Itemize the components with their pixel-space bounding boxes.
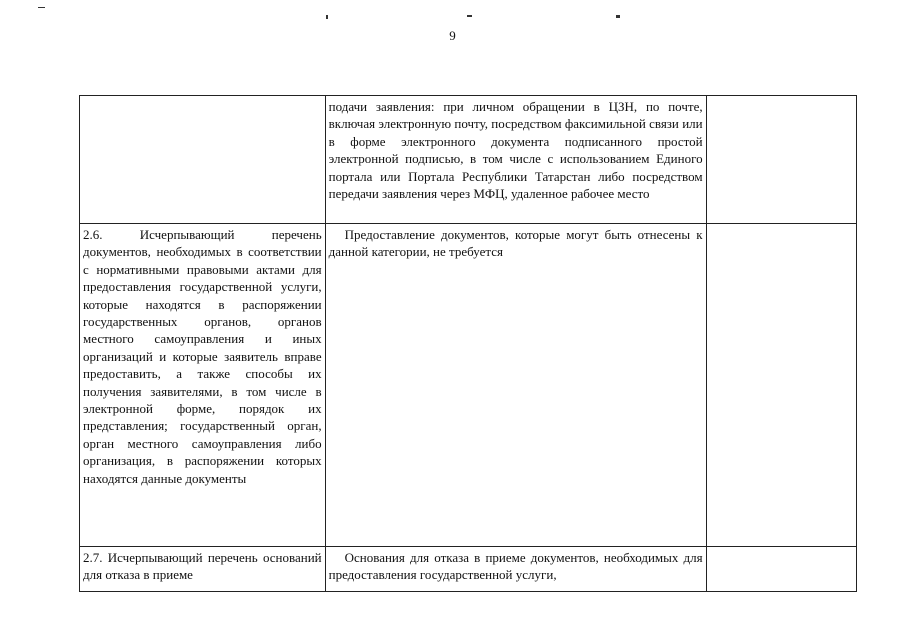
service-standard-content-cell: Основания для отказа в приеме документов, необходимых для предоставления государственной услуги, <box>325 547 706 592</box>
service-standard-content-cell: Предоставление документов, которые могут быть отнесены к данной категории, не требуется <box>325 224 706 547</box>
scan-speck <box>38 7 45 8</box>
scan-speck <box>467 15 472 17</box>
scan-speck <box>326 15 328 19</box>
service-standard-extra-cell <box>706 224 856 547</box>
service-standard-name-cell: 2.6. Исчерпывающий перечень документов, необходимых в соответствии с нормативными правовыми актами для предоставления государственной услуги, которые находятся в распоряжении государственных органов, органов местного самоуправления и иных организаций и которые заявитель вправе предоставить, а также способы их получения заявителями, в том числе в электронной форме, порядок их представления; государственный орган, орган местного самоуправления либо организация, в распоряжении которых находятся данные документы <box>80 224 326 547</box>
table-row <box>80 96 857 224</box>
service-standard-name-cell: 2.7. Исчерпывающий перечень оснований для отказа в приеме <box>80 547 326 592</box>
regulation-table <box>79 95 857 592</box>
service-standard-name-cell <box>80 96 326 224</box>
service-standard-content-cell: подачи заявления: при личном обращении в ЦЗН, по почте, включая электронную почту, посредством факсимильной связи или в форме электронного документа подписанного простой электронной подписью, в том числе с использованием Единого портала или Портала Республики Татарстан либо посредством передачи заявления через МФЦ, удаленное рабочее место <box>325 96 706 224</box>
scan-speck <box>616 15 620 18</box>
service-standard-extra-cell <box>706 96 856 224</box>
table-row <box>80 224 857 547</box>
page-number: 9 <box>449 28 456 43</box>
table-row <box>80 547 857 592</box>
service-standard-extra-cell <box>706 547 856 592</box>
